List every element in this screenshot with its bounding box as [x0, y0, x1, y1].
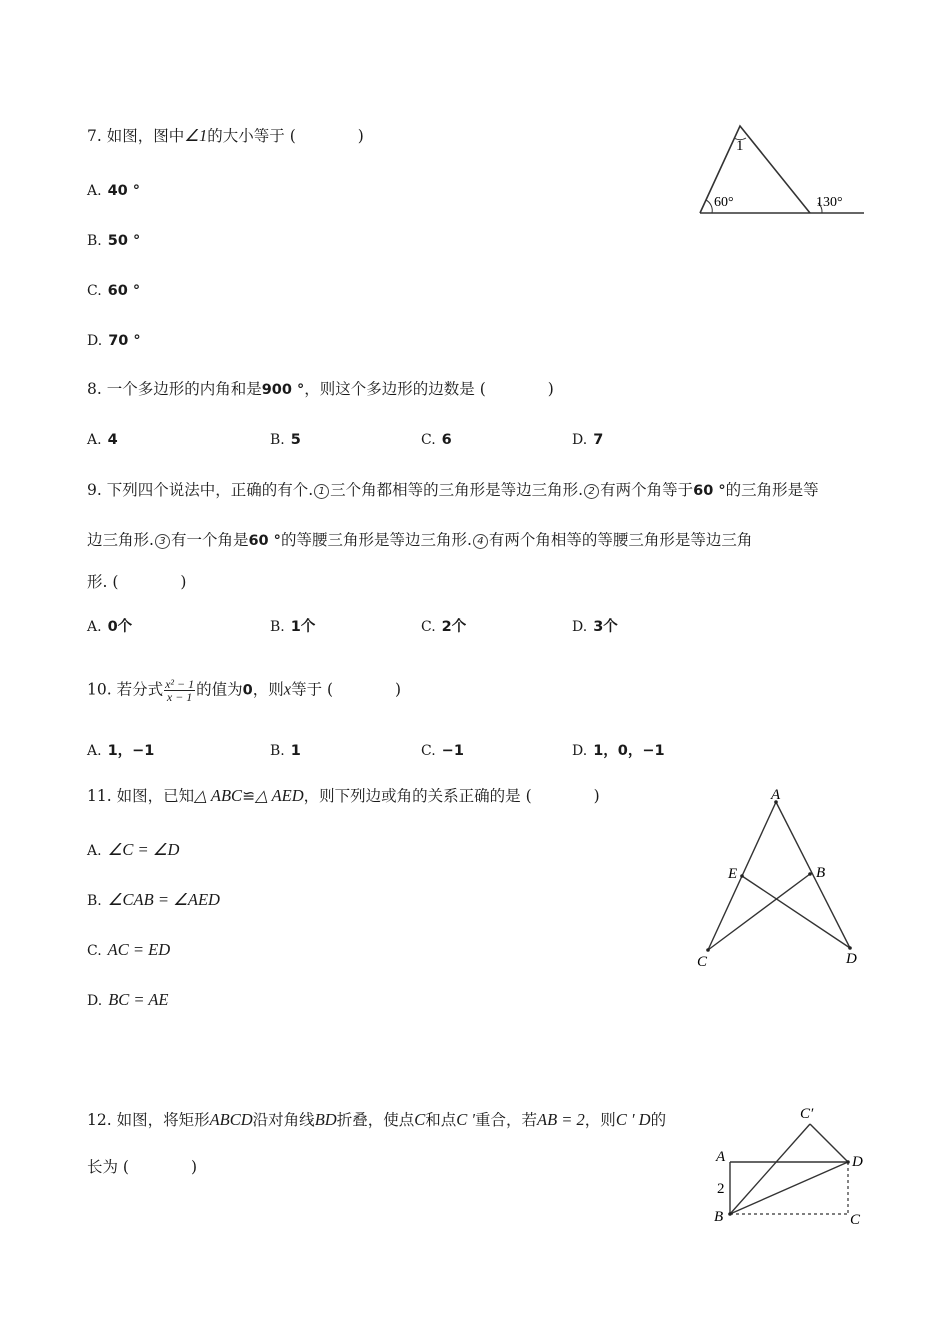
- q12-stem-line2: 长为 ( ): [87, 1158, 198, 1176]
- q7-option-c[interactable]: C. 60 °: [87, 283, 141, 299]
- q9-stem-line2: 边三角形. 3 有一个角是60 °的等腰三角形是等边三角形. 4 有两个角相等的等腰三角形是等边三角: [87, 531, 753, 549]
- q11-option-b[interactable]: B. ∠CAB = ∠AED: [87, 890, 220, 909]
- q8-option-d[interactable]: D. 7: [572, 432, 604, 448]
- q11-option-c[interactable]: C. AC = ED: [87, 940, 171, 959]
- circled-number-4: 4: [473, 534, 488, 549]
- q11-stem: 11. 如图，已知△ ABC≌△ AED，则下列边或角的关系正确的是 ( ): [87, 786, 600, 805]
- q12-label-c: C: [850, 1212, 861, 1228]
- q7-exterior-angle-label: 130°: [816, 195, 843, 210]
- q10-option-d[interactable]: D. 1，0，−1: [572, 743, 665, 759]
- q10-option-a[interactable]: A. 1，−1: [87, 743, 155, 759]
- q7-option-b[interactable]: B. 50 °: [87, 233, 141, 249]
- q9-option-a[interactable]: A. 0个: [87, 619, 133, 635]
- q9-option-d[interactable]: D. 3个: [572, 619, 618, 635]
- q12-folded-rectangle-figure: [700, 1100, 875, 1235]
- angle-1: ∠1: [184, 126, 208, 145]
- q7-option-a[interactable]: A. 40 °: [87, 183, 141, 199]
- q11-label-a: A: [771, 787, 781, 803]
- q8-stem: 8. 一个多边形的内角和是900 °，则这个多边形的边数是 ( ): [87, 380, 554, 398]
- q10-option-b[interactable]: B. 1: [270, 743, 301, 759]
- q12-label-a: A: [716, 1149, 726, 1165]
- q12-label-b: B: [714, 1209, 724, 1225]
- q8-option-c[interactable]: C. 6: [421, 432, 452, 448]
- q12-label-c-prime: C′: [800, 1106, 814, 1122]
- q12-side-length: 2: [717, 1181, 725, 1197]
- q7-left-angle-label: 60°: [714, 195, 734, 210]
- fraction: $\frac{\text{x² − 1}}{x - 1}$: [165, 677, 195, 704]
- q8-option-a[interactable]: A. 4: [87, 432, 118, 448]
- q11-option-d[interactable]: D. BC = AE: [87, 990, 169, 1009]
- circled-number-3: 3: [155, 534, 170, 549]
- q10-option-c[interactable]: C. −1: [421, 743, 464, 759]
- q11-label-b: B: [816, 865, 826, 881]
- q9-option-b[interactable]: B. 1个: [270, 619, 316, 635]
- q7-option-d[interactable]: D. 70 °: [87, 333, 141, 349]
- q11-congruent-triangles-figure: [690, 782, 870, 972]
- circled-number-2: 2: [584, 484, 599, 499]
- q7-angle-label: 1: [736, 138, 744, 154]
- q7-stem: 7. 如图，图中∠1的大小等于 ( ): [87, 126, 364, 145]
- q11-option-a[interactable]: A. ∠C = ∠D: [87, 840, 180, 859]
- q9-stem-line1: 9. 下列四个说法中，正确的有个. 1 三个角都相等的三角形是等边三角形. 2 有两个角等于60 °的三角形是等: [87, 481, 819, 499]
- q12-label-d: D: [852, 1154, 863, 1170]
- q7-triangle-figure: [690, 118, 870, 223]
- q10-stem: 10. 若分式 $\frac{\text{x² − 1}}{x - 1}$ 的值为0，则x等于 ( ): [87, 677, 402, 704]
- q11-label-c: C: [697, 954, 708, 970]
- q9-stem-line3: 形. ( ): [87, 573, 187, 591]
- q11-label-d: D: [846, 951, 857, 967]
- q9-option-c[interactable]: C. 2个: [421, 619, 467, 635]
- q8-option-b[interactable]: B. 5: [270, 432, 301, 448]
- circled-number-1: 1: [314, 484, 329, 499]
- q11-label-e: E: [728, 866, 738, 882]
- q12-stem-line1: 12. 如图，将矩形ABCD沿对角线BD折叠，使点C和点C ′重合，若AB = 2，则C ′ D的: [87, 1110, 667, 1129]
